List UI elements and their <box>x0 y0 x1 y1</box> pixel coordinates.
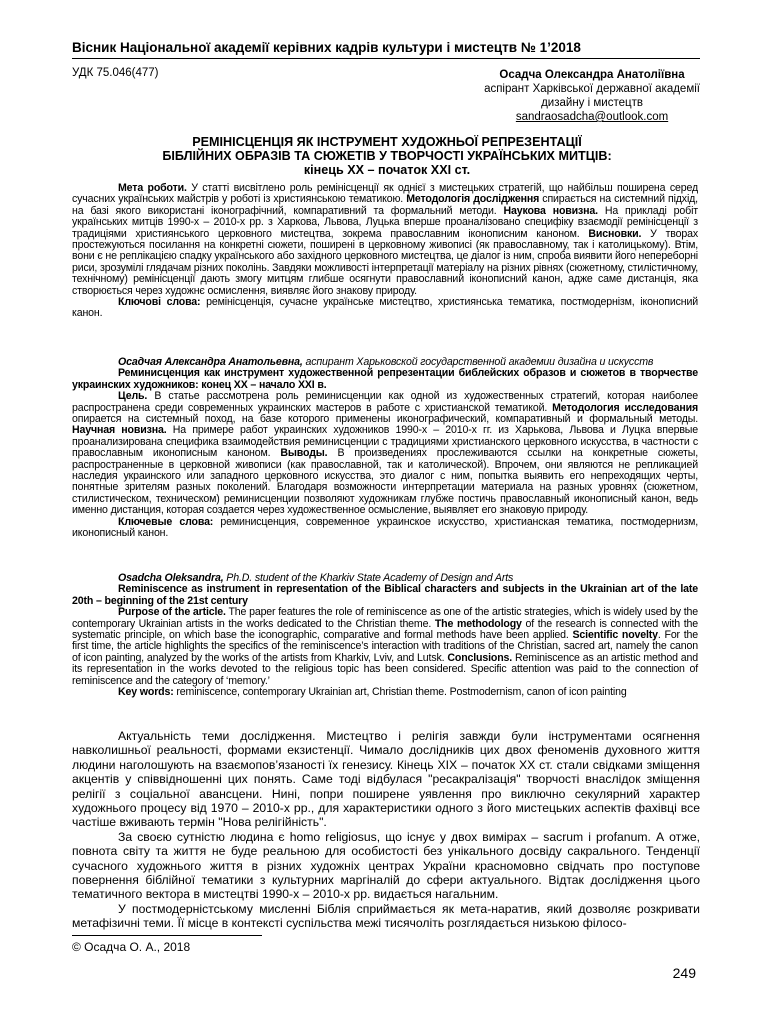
novelty-label: Наукова новизна. <box>503 204 598 217</box>
abstract-en-title: Reminiscence as instrument in representation of the Biblical characters and subjects in the Ukrainian art of the late 20th – beginning of the 21st century <box>72 583 698 607</box>
ru-author-name: Осадчая Александра Анатольевна, <box>118 356 303 368</box>
novelty-text: На прикладі робіт українських митців 1990-х – 2010-х рр. з Харкова, Львова, Луцька вперше проаналізовано специфіку взаємодії ремінісценції з традиціями християнського церковного мистецтва, зокрема православним іконописним каноном. <box>72 204 698 240</box>
journal-header: Вісник Національної академії керівних кадрів культури і мистецтв № 1’2018 <box>72 40 700 59</box>
abstract-english <box>72 573 698 698</box>
en-novelty-label: Scientific novelty <box>572 629 658 642</box>
en-aim-text: The paper features the role of reminiscence as one of the artistic strategies, which is widely used by the contemporary Ukrainian artists in the works dedicated to the Christian theme. <box>72 606 698 630</box>
aim-label: Мета роботи. <box>118 182 187 194</box>
ru-conclusions-text: В произведениях прослеживаются ссылки на конкретные сюжеты, распространенные в церковной живописи (как православной, так и католической). Впрочем, они являются не репликацией наследия украинского или западного церковного искусства, это диалог с ним, попытка выявить его непреходящих черты, понятные зрителям разных поколений. Благодаря возможности интерпретации материала на разных уровнях (сюжетном, стилистическом, техническом) реминисценции позволяют художникам глубже постичь православный иконописный канон, ведь именно дистанция, которая создается через художественное осмысление, выявляет его знаковую природу. <box>72 447 698 517</box>
abstract-russian <box>72 357 698 540</box>
en-method-label: The methodology <box>434 617 522 630</box>
article-body <box>72 729 700 931</box>
en-aim-label: Purpose of the article. <box>118 606 226 619</box>
title-line-2: БІБЛІЙНИХ ОБРАЗІВ ТА СЮЖЕТІВ У ТВОРЧОСТІ УКРАЇНСЬКИХ МИТЦІВ: <box>162 149 612 163</box>
ru-author-position: аспирант Харьковской государственной академии дизайна и искусств <box>302 356 654 368</box>
en-author-position: Ph.D. student of the Kharkiv State Academy of Design and Arts <box>223 572 514 584</box>
keywords-text: ремінісценція, сучасне українське мистецтво, християнська тематика, постмодернізм, іконописний канон. <box>72 296 698 320</box>
abstract-en-text <box>72 607 698 687</box>
en-novelty-text: . For the first time, the article highlights the specifics of the reminiscence’s interaction with traditions of the Christian, sacred art, namely the canon of icon painting, analyzed by the works of the artists from Kharkiv, Lviv, and Lutsk. <box>72 629 698 664</box>
copyright-note: © Осадча О. А., 2018 <box>72 940 191 954</box>
author-position-line1: аспірант Харківської державної академії <box>484 83 700 95</box>
keywords-uk <box>72 297 698 320</box>
method-text: спирається на системний підхід, на базі якого використані іконографічний, компаративний та формальний методи. <box>72 193 698 217</box>
conclusions-label: Висновки. <box>588 227 642 240</box>
ru-keywords-label: Ключевые слова: <box>118 515 214 528</box>
abstract-ru-title: Реминисценция как инструмент художественной репрезентации библейских образов и сюжетов в творчестве украинских художников: конец ХХ – начало ХХІ в. <box>72 367 698 391</box>
author-position-line2: дизайну і мистецтв <box>541 97 643 109</box>
en-keywords-label: Key words: <box>118 686 174 699</box>
abstract-ru-text <box>72 391 698 516</box>
udk-code: УДК 75.046(477) <box>72 67 159 79</box>
en-method-text: of the research is connected with the systematic principle, on which base the iconographic, comparative and formal methods have been applied. <box>72 617 699 642</box>
keywords-ru <box>72 517 698 540</box>
abstract-ukrainian <box>72 183 698 320</box>
author-name: Осадча Олександра Анатоліївна <box>499 69 685 81</box>
method-label: Методологія дослідження <box>406 193 540 206</box>
ru-aim-label: Цель. <box>118 390 148 403</box>
body-paragraph: Актуальність теми дослідження. Мистецтво і релігія завжди були інструментами осягнення навколишньої реальності, формами екзистенції. Чимало дослідників цих двох феноменів духовного життя людини наголошують на взаємопов’язаності їх генезису. Кінець ХІХ – початок ХХ ст. стали свідками зміщення акцентів у співвідношенні цих понять. Саме тоді відбулася "ресакралізація" творчості внаслідок зміщення релігії з соціальної авансцени. Нині, попри поширене уявлення про виключно секулярний характер художнього процесу від 1970 – 2010-х рр., для характеристики одного з його мистецьких аспектів фахівці все частіше вживають термін "Нова релігійність". <box>72 729 700 830</box>
en-author-name: Osadcha Oleksandra, <box>118 572 224 584</box>
ru-keywords-text: реминисценция, современное украинское искусство, христианская тематика, постмодернизм, иконописный канон. <box>72 515 699 540</box>
conclusions-text: У творах простежуються посилання на конкретні сюжети, поширені в церковному живописі (як православному, так і католицькому). Втім, вони є не реплікацією спадку українського або західного церковного мистецтва, це діалог із ним, спроба виявити його непереборні риси, зрозумілі глядачам різних поколінь. Завдяки можливості інтерпретації матеріалу на різних рівнях (сюжетному, стилістичному, технічному) ремінісценції дають змогу митцям глибше осягнути православний іконописний канон, адже саме дистанція, яка створюється через художнє осмислення, виявляє його знакову природу. <box>72 227 698 297</box>
author-email-link[interactable]: sandraosadcha@outlook.com <box>515 111 669 123</box>
title-line-3: кінець ХХ – початок ХХІ ст. <box>303 163 471 177</box>
keywords-label: Ключові слова: <box>118 296 201 309</box>
abstract-uk-text <box>72 183 698 297</box>
en-keywords-text: reminiscence, contemporary Ukrainian art, Christian theme. Postmodernism, canon of icon painting <box>173 686 627 699</box>
ru-novelty-text: На примере работ украинских художников 1990-х – 2010-х гг. из Харькова, Львова и Луцка впервые проанализирована специфика взаимодействия реминисценции с традициями христианского церковного искусства, в частности с православным иконописным каноном. <box>72 424 698 460</box>
ru-novelty-label: Научная новизна. <box>72 424 167 437</box>
footnote-divider <box>72 935 262 936</box>
ru-aim-text: В статье рассмотрена роль реминисценции как одной из художественных стратегий, которая наиболее распространена среди современных украинских мастеров в работе с христианской тематикой. <box>72 390 698 414</box>
keywords-en <box>72 687 698 698</box>
page-number: 249 <box>672 965 696 981</box>
en-conclusions-text: Reminiscence as an artistic method and its representation in the works devoted to the religious topic has been considered. Specific attention was paid to the connection of reminiscence and the category of ‘memory.’ <box>72 651 698 687</box>
article-title <box>72 135 702 177</box>
title-line-1: РЕМІНІСЦЕНЦІЯ ЯК ІНСТРУМЕНТ ХУДОЖНЬОЇ РЕПРЕЗЕНТАЦІЇ <box>192 135 582 149</box>
body-paragraph: У постмодерністському мисленні Біблія сприймається як мета-наратив, який дозволяє розкривати метафізичні теми. Її місце в контексті суспільства межі тисячоліть розглядається низькою філосо- <box>72 901 700 931</box>
ru-method-label: Методология исследования <box>552 401 698 414</box>
ru-method-text: опирается на системный поход, на базе которого применены иконографический, компаративный и формальный методы. <box>72 413 698 426</box>
aim-text: У статті висвітлено роль ремінісценції як однієї з мистецьких стратегій, що найбільш поширена серед сучасних українських майстрів у роботі із християнською тематикою. <box>72 182 698 206</box>
en-conclusions-label: Conclusions. <box>447 651 513 664</box>
ru-conclusions-label: Выводы. <box>280 447 328 460</box>
body-paragraph: За своєю сутністю людина є homo religiosus, що існує у двох вимірах – sacrum і profanum. А отже, повнота світу та життя не буде реальною для особистості без унікального досвіду сакрального. Тенденції сучасного художнього життя в різних художніх центрах України красномовно свідчать про поступове повернення біблійної тематики з культурних маргіналій до сфери актуального. Відтак дослідження цього тематичного вектора в мистецтві 1990-х – 2010-х рр. видається нагальним. <box>72 829 700 902</box>
author-block <box>484 68 700 124</box>
